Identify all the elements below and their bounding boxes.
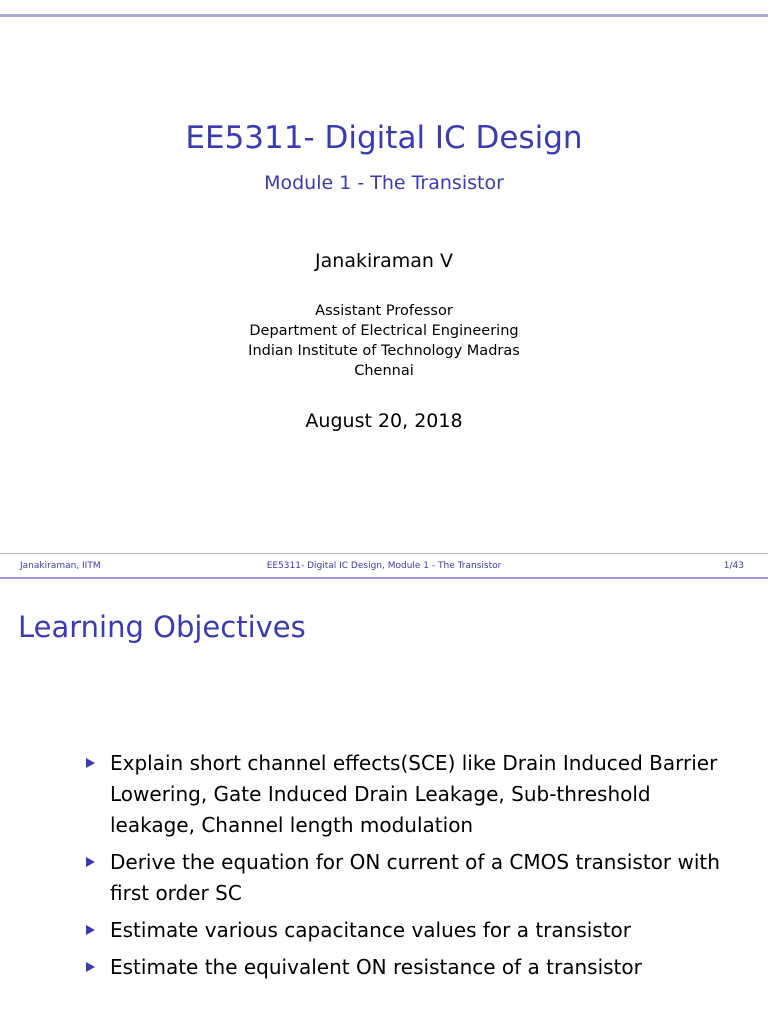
- objective-text: Derive the equation for ON current of a CMOS transistor with first order SC: [110, 850, 720, 905]
- triangle-bullet-icon: [86, 857, 95, 867]
- affiliation-line: Department of Electrical Engineering: [249, 323, 519, 339]
- list-item: [86, 952, 726, 983]
- list-item: [86, 847, 726, 909]
- affiliation-line: Chennai: [354, 363, 414, 379]
- list-item: [86, 915, 726, 946]
- triangle-bullet-icon: [86, 925, 95, 935]
- affiliation: [0, 301, 768, 381]
- affiliation-line: Assistant Professor: [315, 303, 453, 319]
- objective-text: Explain short channel effects(SCE) like Drain Induced Barrier Lowering, Gate Induced Drain Leakage, Sub-threshold leakage, Channel length modulation: [110, 751, 718, 837]
- presentation-date: August 20, 2018: [305, 410, 463, 432]
- list-item: [86, 748, 726, 841]
- author-name: Janakiraman V: [315, 250, 453, 272]
- footer-author: Janakiraman, IITM: [20, 561, 101, 571]
- triangle-bullet-icon: [86, 962, 95, 972]
- objective-text: Estimate the equivalent ON resistance of a transistor: [110, 955, 642, 979]
- objectives-list: [86, 748, 726, 989]
- presentation-subtitle: Module 1 - The Transistor: [264, 172, 504, 194]
- presentation-title: EE5311- Digital IC Design: [185, 120, 583, 156]
- slide-footer: [0, 553, 768, 578]
- objective-text: Estimate various capacitance values for a transistor: [110, 918, 632, 942]
- footer-page-number: 1/43: [723, 561, 744, 571]
- slide-title: Learning Objectives: [18, 610, 306, 644]
- slide-divider: [0, 577, 768, 579]
- top-rule: [0, 14, 768, 17]
- triangle-bullet-icon: [86, 758, 95, 768]
- affiliation-line: Indian Institute of Technology Madras: [248, 343, 520, 359]
- footer-title: EE5311- Digital IC Design, Module 1 - The Transistor: [266, 561, 502, 571]
